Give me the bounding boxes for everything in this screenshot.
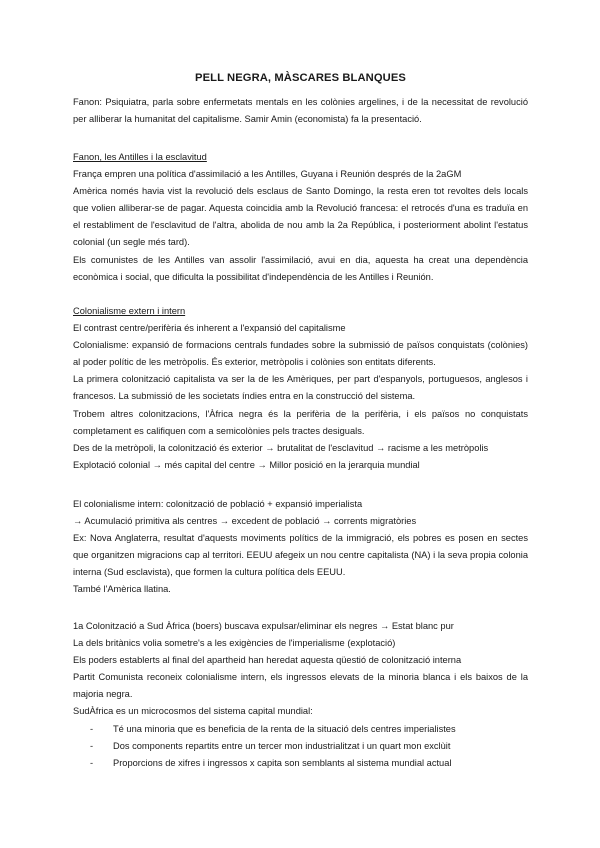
paragraph: França empren una política d'assimilació a les Antilles, Guyana i Reunión després de la 2aGM: [73, 169, 462, 180]
section-antilles: [73, 149, 528, 286]
list-item-text: Té una minoria que es beneficia de la renta de la situació dels centres imperialistes: [113, 723, 456, 734]
section-heading: Colonialisme extern i intern: [73, 306, 186, 316]
paragraph: Els poders establerts al final del apartheid han heredat aquesta qüestió de colonització interna: [73, 655, 462, 666]
paragraph: El contrast centre/perifèria és inherent a l'expansió del capitalisme: [73, 323, 346, 334]
section-colonialisme-intern: [73, 496, 528, 599]
paragraph: → Acumulació primitiva als centres → excedent de població → corrents migratòries: [73, 516, 417, 527]
paragraph: Ex: Nova Anglaterra, resultat d'aquests moviments polítics de la immigració, els pobres es posen en sectes que organitzen migracions cap al territori. EEUU afegeix un nou centre capitalista (NA) i la seva propia colonia interna (Sud esclavista), que formen la cultura política dels EEUU.: [73, 533, 528, 578]
list-item: [73, 755, 528, 772]
list-item: [73, 738, 528, 755]
paragraph: El colonialisme intern: colonització de població + expansió imperialista: [73, 499, 363, 509]
section-colonialisme: [73, 303, 528, 474]
list-item-text: Proporcions de xifres i ingressos x capita son semblants al sistema mundial actual: [113, 757, 452, 768]
paragraph: Trobem altres colonitzacions, l'Àfrica negra és la perifèria de la perifèria, i els països no conquistats completament es califiquen com a semicolònies pels tractes desiguals.: [73, 408, 528, 436]
paragraph: La primera colonització capitalista va ser la de les Amèriques, per part d'espanyols, portuguesos, anglesos i francesos. La submissió de les societats índies entra en la construcció del sistema.: [73, 374, 528, 402]
intro-block: [73, 94, 528, 128]
section-sudafrica: [73, 618, 528, 772]
paragraph: Els comunistes de les Antilles van assolir l'assimilació, avui en dia, aquesta ha creat una dependència econòmica i social, que dificulta la possibilitat d'independència de les Antilles i Reunión.: [73, 254, 528, 282]
section-heading: Fanon, les Antilles i la esclavitud: [73, 152, 207, 162]
paragraph: També l'Amèrica llatina.: [73, 584, 171, 595]
paragraph: Partit Comunista reconeix colonialisme intern, els ingressos elevats de la minoria blanca i els baixos de la majoria negra.: [73, 672, 528, 700]
paragraph: 1a Colonització a Sud Àfrica (boers) buscava expulsar/eliminar els negres → Estat blanc pur: [73, 621, 454, 631]
paragraph: La dels britànics volia sometre's a les exigències de l'imperialisme (explotació): [73, 638, 396, 649]
paragraph: Explotació colonial → més capital del centre → Millor posició en la jerarquia mundial: [73, 459, 420, 470]
document-title: PELL NEGRA, MÀSCARES BLANQUES: [195, 72, 406, 84]
bullet-list: [73, 721, 528, 772]
paragraph: Amèrica només havia vist la revolució dels esclaus de Santo Domingo, la resta eren tot revoltes dels locals que volien alliberar-se de pagar. Aquesta coincidia amb la Revolució francesa: el retrocés d'una es traduïa en el restabliment de l'esclavitud de l'altra, abolida de nou amb la 2a República, i posteriorment abolint l'estatus colonial (un segle més tard).: [73, 186, 528, 248]
paragraph: SudÀfrica es un microcosmos del sistema capital mundial:: [73, 706, 313, 717]
intro-paragraph: Fanon: Psiquiatra, parla sobre enfermetats mentals en les colònies argelines, i de la necessitat de revolució per alliberar la humanitat del capitalisme. Samir Amin (economista) fa la presentació.: [73, 97, 528, 125]
list-item-text: Dos components repartits entre un tercer mon industrialitzat i un quart mon exclùit: [113, 740, 451, 751]
paragraph: Des de la metròpoli, la colonització és exterior → brutalitat de l'esclavitud → racisme a les metròpolis: [73, 442, 489, 453]
paragraph: Colonialisme: expansió de formacions centrals fundades sobre la submissió de països conquistats (colònies) al poder polític de les metròpolis. És exterior, metròpolis i colònies son entitats diferents.: [73, 340, 528, 368]
list-item: [73, 721, 528, 738]
